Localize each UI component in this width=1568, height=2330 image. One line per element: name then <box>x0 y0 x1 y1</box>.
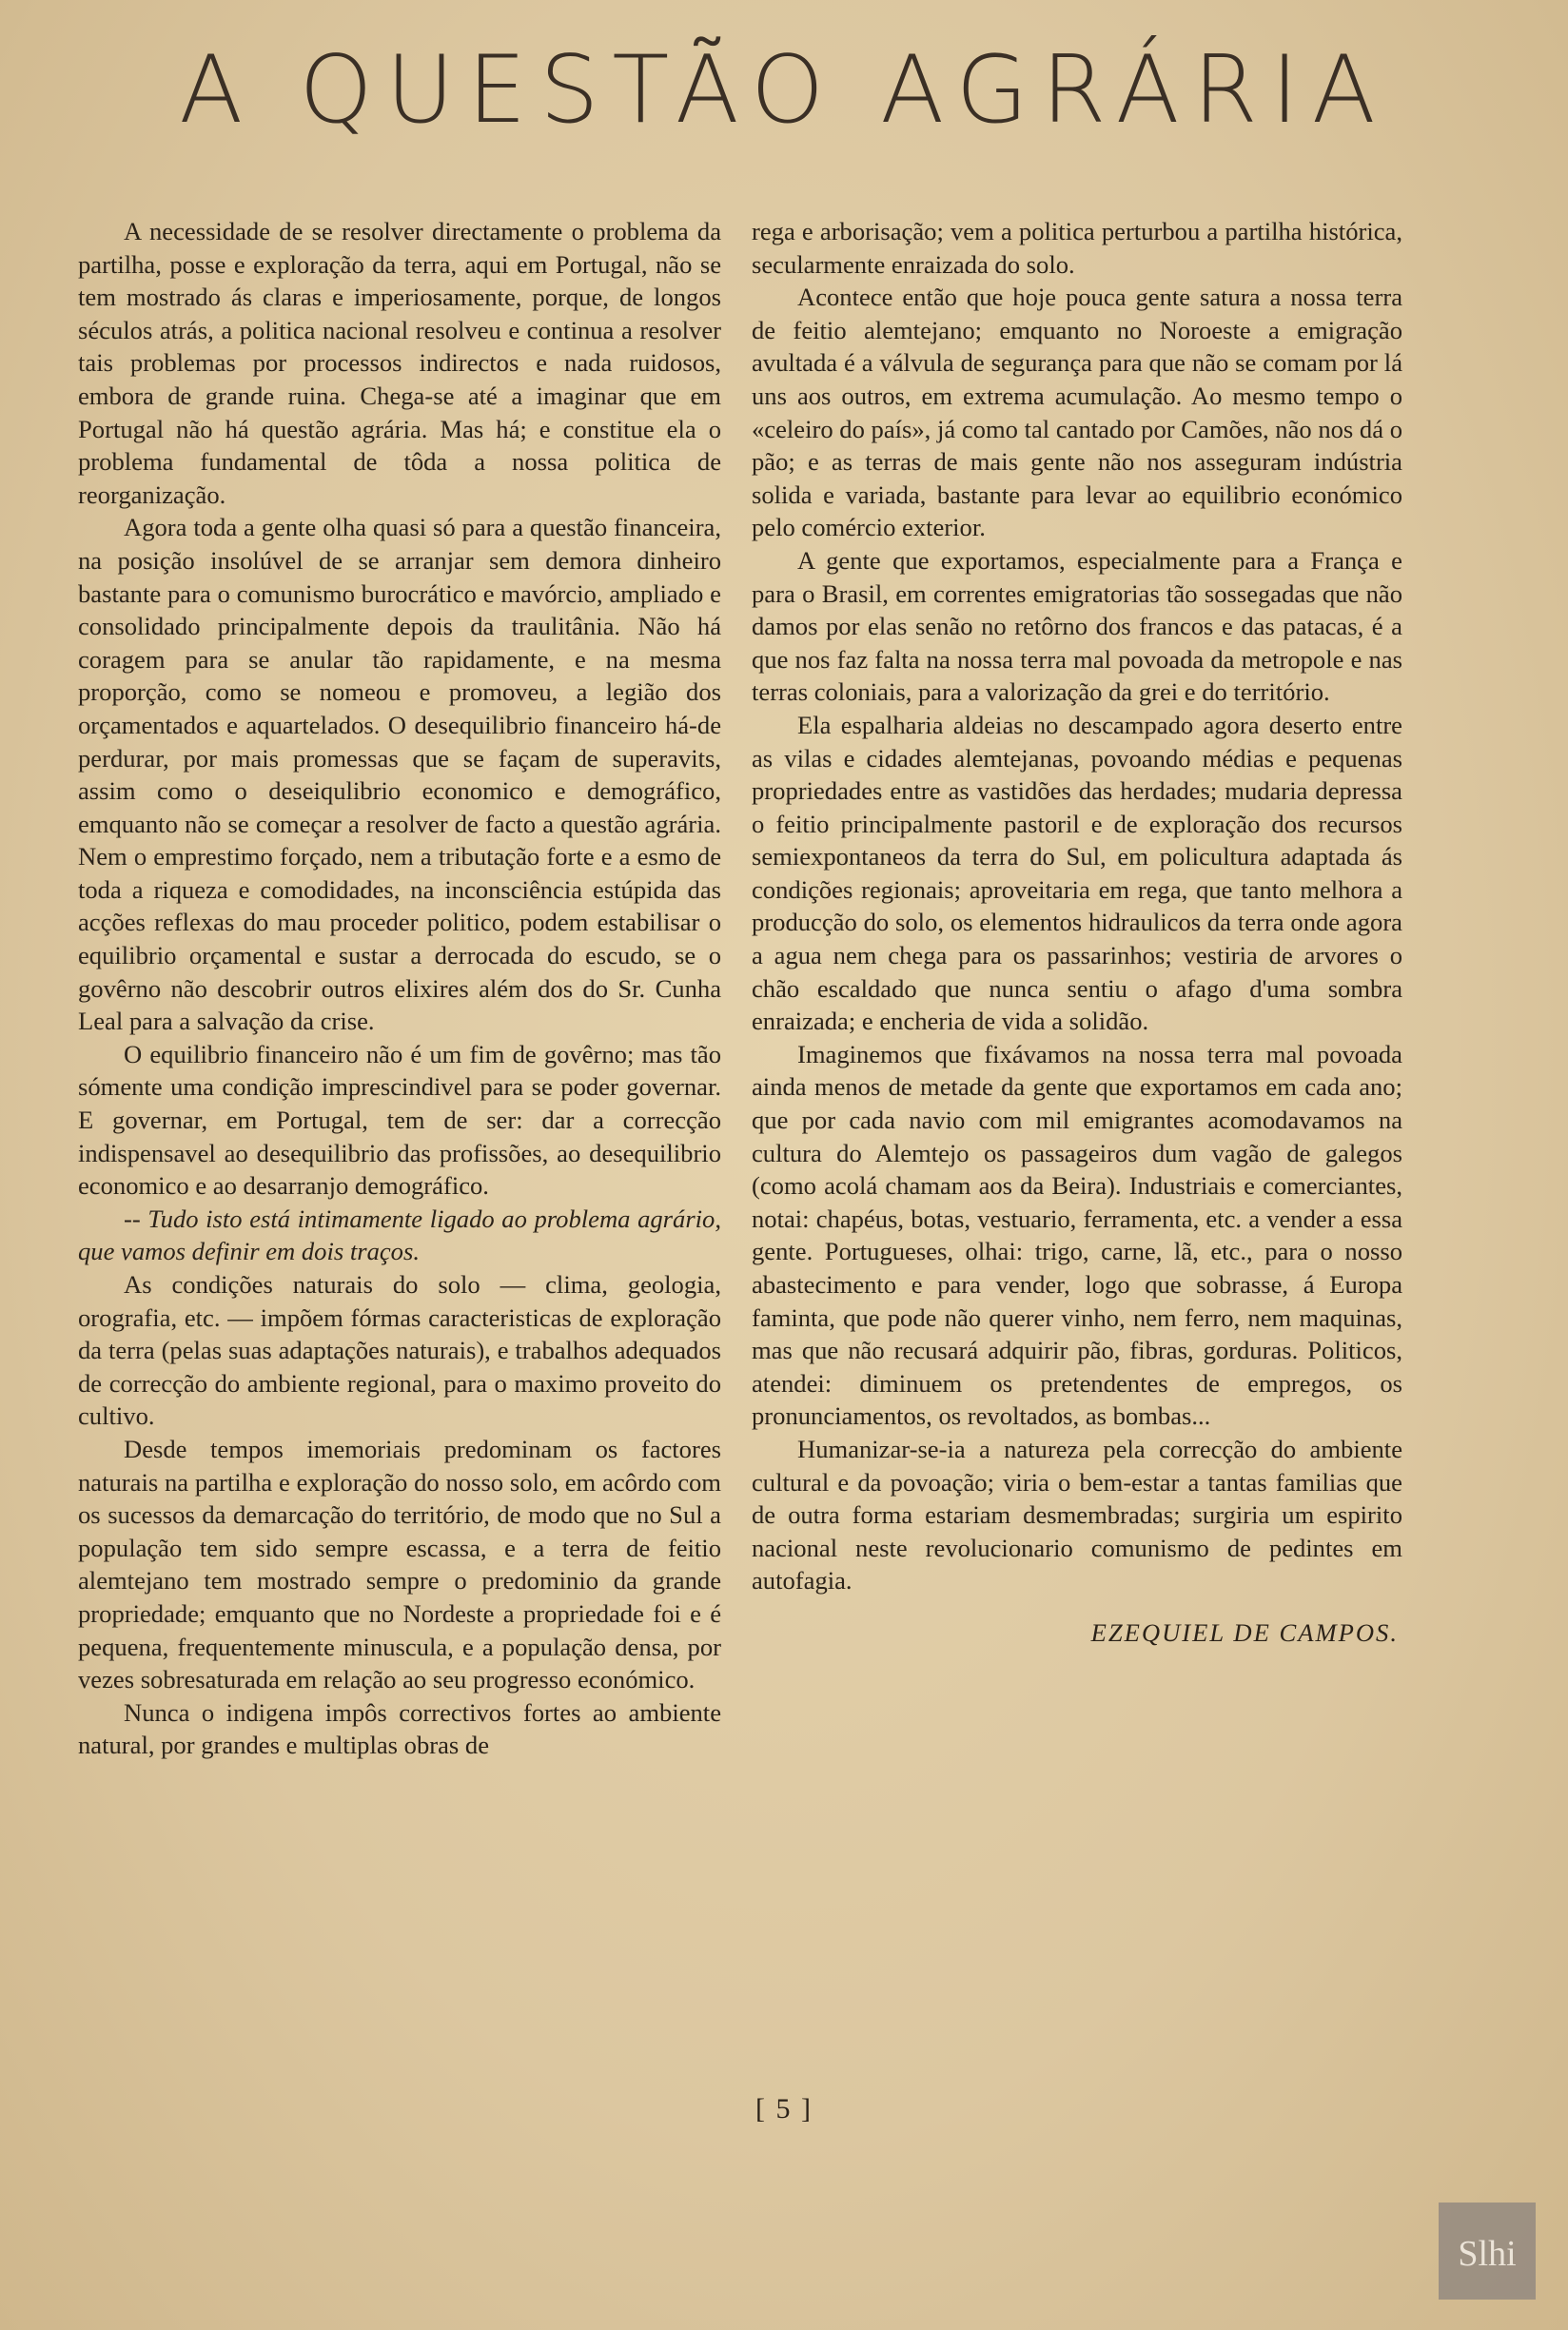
page-number: [ 5 ] <box>755 2093 813 2124</box>
paragraph: A necessidade de se resolver directamente o problema da partilha, posse e exploração da terra, aqui em Portugal, não se tem mostrado ás claras e imperiosamente, porque, de longos séculos atrás, a politica nacional resolveu e continua a resolver tais problemas por processos indirectos e nada ruidosos, embora de grande ruina. Chega-se até a imaginar que em Portugal não há questão agrária. Mas há; e constitue ela o problema fundamental de tôda a nossa politica de reorganização. <box>78 217 721 509</box>
paragraph: Desde tempos imemoriais predominam os factores naturais na partilha e exploração do nosso solo, em acôrdo com os sucessos da demarcação do território, de modo que no Sul a população tem sido sempre escassa, e a terra de feitio alemtejano tem mostrado sempre o predominio da grande propriedade; emquanto que no Nordeste a propriedade foi e é pequena, frequentemente minuscula, e a população densa, por vezes sobresaturada em relação ao seu progresso económico. <box>78 1434 721 1694</box>
library-logo <box>1439 2203 1536 2300</box>
article-title: A QUESTÃO AGRÁRIA <box>179 36 1389 145</box>
paragraph: As condições naturais do solo — clima, geologia, orografia, etc. — impõem fórmas caracteristicas de exploração da terra (pelas suas adaptações naturais), e trabalhos adequados de correcção do ambiente regional, para o maximo proveito do cultivo. <box>78 1270 721 1431</box>
paragraph: -- Tudo isto está intimamente ligado ao problema agrário, que vamos definir em dois traços. <box>78 1204 721 1266</box>
paragraph: Ela espalharia aldeias no descampado agora deserto entre as vilas e cidades alemtejanas, povoando médias e pequenas propriedades entre as vastidões das herdades; mudaria depressa o feitio principalmente pastoril e de exploração dos recursos semiexpontaneos da terra do Sul, em policultura adaptada ás condições regionais; aproveitaria em rega, que tanto melhora a producção do solo, os elementos hidraulicos da terra onde agora a agua nem chega para os passarinhos; vestiria de arvores o chão escaldado que nunca sentiu o afago d'uma sombra enraizada; e encheria de vida a solidão. <box>752 710 1402 1036</box>
right-column <box>752 215 1402 1650</box>
paragraph: rega e arborisação; vem a politica perturbou a partilha histórica, secularmente enraizada do solo. <box>752 217 1402 279</box>
paragraph: Humanizar-se-ia a natureza pela correcção do ambiente cultural e da povoação; viria o bem-estar a tantas familias que de outra forma estariam desmembradas; surgiria um espirito nacional neste revolucionario comunismo de pedintes em autofagia. <box>752 1434 1402 1596</box>
paragraph: Agora toda a gente olha quasi só para a questão financeira, na posição insolúvel de se arranjar sem demora dinheiro bastante para o comunismo burocrático e mavórcio, ampliado e consolidado principalmente depois da traulitânia. Não há coragem para se anular tão rapidamente, e na mesma proporção, como se nomeou e promoveu, a legião dos orçamentados e aquartelados. O desequilibrio financeiro há-de perdurar, por mais promessas que se façam de superavits, assim como o deseiqulibrio economico e demográfico, emquanto não se começar a resolver de facto a questão agrária. Nem o emprestimo forçado, nem a tributação forte e a esmo de toda a riqueza e comodidades, na inconsciência estúpida das acções reflexas do mau proceder politico, podem estabilisar o equilibrio orçamental e sustar a derrocada do escudo, se o govêrno não descobrir outros elixires além dos do Sr. Cunha Leal para a salvação da crise. <box>78 513 721 1036</box>
logo-text: Slhi <box>1458 2234 1517 2274</box>
logo-mark-icon <box>1439 2203 1536 2300</box>
paragraph: O equilibrio financeiro não é um fim de govêrno; mas tão sómente uma condição imprescindivel para se poder governar. E governar, em Portugal, tem de ser: dar a correcção indispensavel ao desequilibrio das profissões, ao desequilibrio economico e ao desarranjo demográfico. <box>78 1039 721 1201</box>
paragraph: Acontece então que hoje pouca gente satura a nossa terra de feitio alemtejano; emquanto no Noroeste a emigração avultada é a válvula de segurança para que não se comam por lá uns aos outros, em extrema acumulação. Ao mesmo tempo o «celeiro do país», já como tal cantado por Camões, não nos dá o pão; e as terras de mais gente não nos asseguram indústria solida e variada, bastante para levar ao equilibrio económico pelo comércio exterior. <box>752 283 1402 542</box>
left-column <box>78 215 721 1762</box>
paragraph: A gente que exportamos, especialmente para a França e para o Brasil, em correntes emigratorias tão sossegadas que não damos por elas senão no retôrno dos francos e das patacas, é a que nos faz falta na nossa terra mal povoada da metropole e nas terras coloniais, para a valorização da grei e do território. <box>752 545 1402 707</box>
author-signature: EZEQUIEL DE CAMPOS. <box>1090 1617 1399 1647</box>
paragraph: Imaginemos que fixávamos na nossa terra mal povoada ainda menos de metade da gente que exportamos em cada ano; que por cada navio com mil emigrantes acomodavamos na cultura do Alemtejo os passageiros dum vagão de galegos (como acolá chamam aos da Beira). Industriais e comerciantes, notai: chapéus, botas, vestuario, ferramenta, etc. a vender a essa gente. Portugueses, olhai: trigo, carne, lã, etc., para o nosso abastecimento e para vender, logo que sobrasse, á Europa faminta, que pode não querer vinho, nem ferro, nem maquinas, mas que não recusará adquirir pão, fibras, gorduras. Politicos, atendei: diminuem os pretendentes de empregos, os pronunciamentos, os revoltados, as bombas... <box>752 1039 1402 1431</box>
paragraph: Nunca o indigena impôs correctivos fortes ao ambiente natural, por grandes e multiplas obras de <box>78 1697 721 1760</box>
